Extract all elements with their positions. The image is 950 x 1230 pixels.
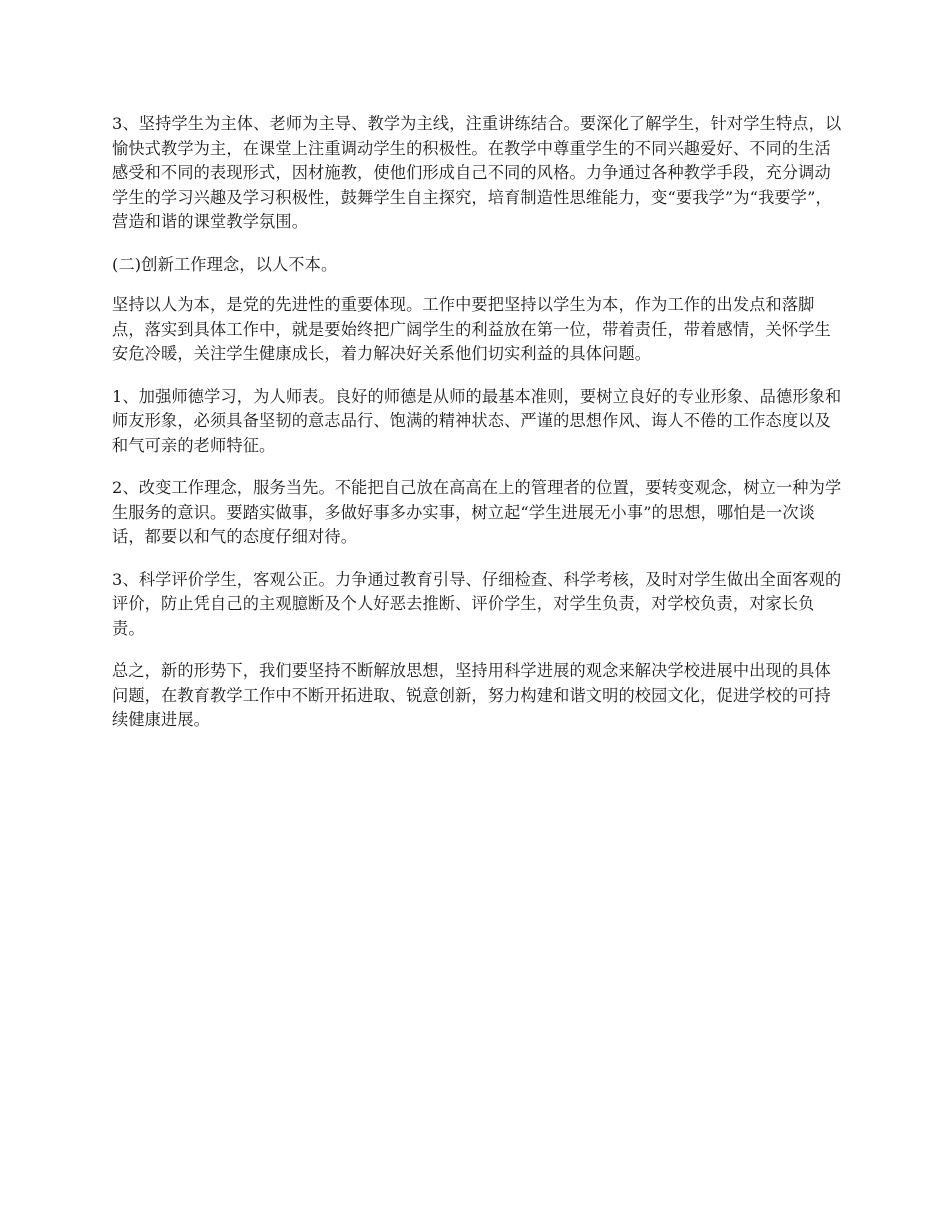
paragraph-student-centered-teaching: 3、坚持学生为主体、老师为主导、教学为主线，注重讲练结合。要深化了解学生，针对学生特点，以愉快式教学为主，在课堂上注重调动学生的积极性。在教学中尊重学生的不同兴趣爱好、不同的生活感受和不同的表现形式，因材施教，使他们形成自己不同的风格。力争通过各种教学手段，充分调动学生的学习兴趣及学习积极性，鼓舞学生自主探究，培育制造性思维能力，变“要我学”为“我要学”，营造和谐的课堂教学氛围。 [112, 114, 842, 231]
section-heading-innovation: (二)创新工作理念，以人不本。 [112, 254, 338, 274]
document-page [112, 112, 844, 751]
paragraph-student-evaluation: 3、科学评价学生，客观公正。力争通过教育引导、仔细检查、科学考核，及时对学生做出全面客观的评价，防止凭自己的主观臆断及个人好恶去推断、评价学生，对学生负责，对学校负责，对家长负责。 [112, 569, 842, 638]
paragraph-teacher-ethics: 1、加强师德学习，为人师表。良好的师德是从师的最基本准则，要树立良好的专业形象、品德形象和师友形象，必须具备坚韧的意志品行、饱满的精神状态、严谨的思想作风、诲人不倦的工作态度以及和气可亲的老师特征。 [112, 386, 842, 455]
paragraph-people-oriented: 坚持以人为本，是党的先进性的重要体现。工作中要把坚持以学生为本，作为工作的出发点和落脚点，落实到具体工作中，就是要始终把广阔学生的利益放在第一位，带着责任，带着感情，关怀学生安危冷暖，关注学生健康成长，着力解决好关系他们切实利益的具体问题。 [112, 295, 831, 363]
paragraph-service-concept: 2、改变工作理念，服务当先。不能把自己放在高高在上的管理者的位置，要转变观念，树立一种为学生服务的意识。要踏实做事，多做好事多办实事，树立起“学生进展无小事”的思想，哪怕是一次谈话，都要以和气的态度仔细对待。 [112, 478, 842, 546]
paragraph-conclusion: 总之，新的形势下，我们要坚持不断解放思想，坚持用科学进展的观念来解决学校进展中出现的具体问题，在教育教学工作中不断开拓进取、锐意创新，努力构建和谐文明的校园文化，促进学校的可持续健康进展。 [112, 661, 831, 729]
